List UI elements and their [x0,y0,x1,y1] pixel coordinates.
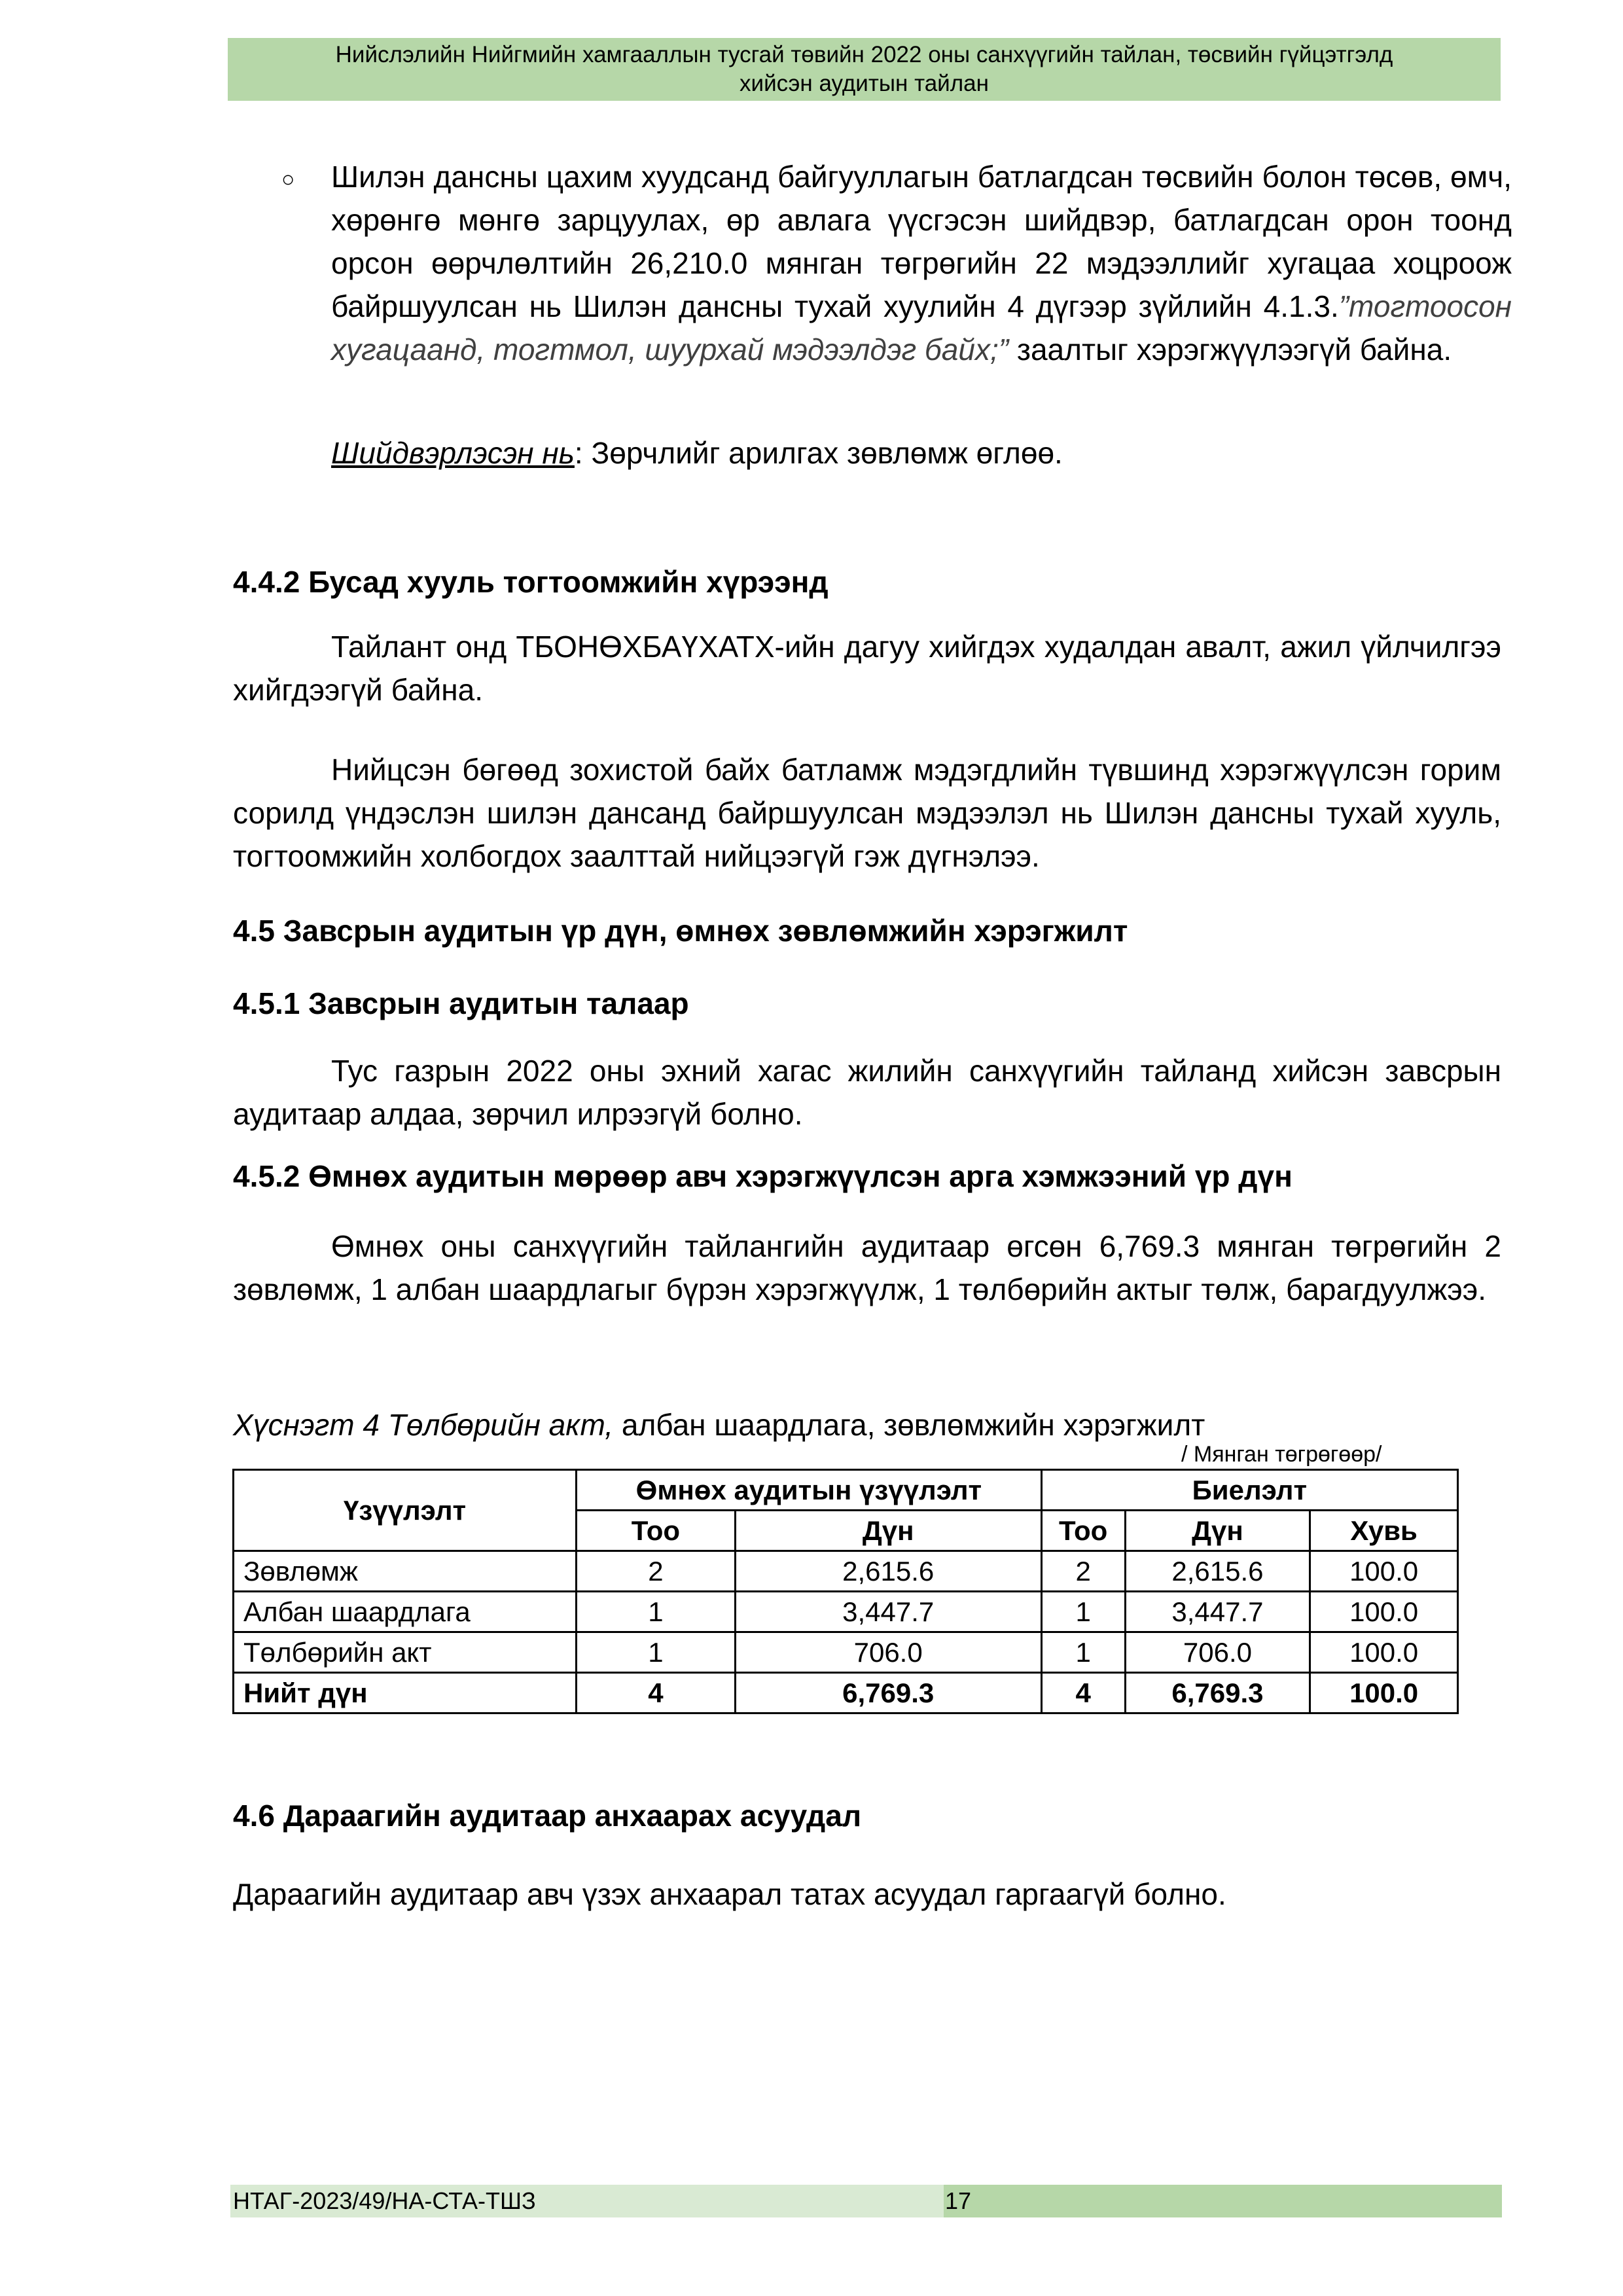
col-group-previous-audit: Өмнөх аудитын үзүүлэлт [577,1470,1042,1511]
total-prev-amount: 6,769.3 [735,1673,1041,1713]
decision-label: Шийдвэрлэсэн нь [331,436,575,470]
heading-4-5: 4.5 Завсрын аудитын үр дүн, өмнөх зөвлөмжийн хэрэгжилт [233,914,1128,948]
row-label: Албан шаардлага [234,1592,577,1632]
percent: 100.0 [1310,1551,1458,1592]
done-amount: 2,615.6 [1125,1551,1310,1592]
header-title-line1: Нийслэлийн Нийгмийн хамгааллын тусгай төвийн 2022 оны санхүүгийн тайлан, төсвийн гүйцэтгэлд [335,42,1393,67]
total-prev-count: 4 [577,1673,736,1713]
page-header [228,38,1501,101]
table-unit-note: / Мянган төгрөгөөр/ [1181,1442,1382,1467]
bullet-paragraph [331,155,1512,371]
decision-text: : Зөрчлийг арилгах зөвлөмж өглөө. [574,436,1063,470]
prev-amount: 3,447.7 [735,1592,1041,1632]
heading-4-5-1: 4.5.1 Завсрын аудитын талаар [233,986,689,1020]
prev-amount: 706.0 [735,1632,1041,1673]
percent: 100.0 [1310,1592,1458,1632]
paragraph-conclusion: Нийцсэн бөгөөд зохистой байх батламж мэдэгдлийн түвшинд хэрэгжүүлсэн горим сорилд үндэслэн шилэн дансанд байршуулсан мэдээлэл нь Шилэн дансны тухай хууль, тогтоомжийн холбогдох заалттай нийцээгүй гэж дүгнэлээ. [233,753,1501,873]
paragraph-next-audit: Дараагийн аудитаар авч үзэх анхаарал татах асуудал гаргаагүй болно. [233,1877,1226,1911]
paragraph-interim-audit: Тус газрын 2022 оны эхний хагас жилийн санхүүгийн тайланд хийсэн завсрын аудитаар алдаа, зөрчил илрээгүй болно. [233,1054,1501,1131]
paragraph-procurement: Тайлант онд ТБОНӨХБАҮХАТХ-ийн дагуу хийгдэх худалдан авалт, ажил үйлчилгээ хийгдээгүй байна. [233,630,1501,707]
recommendation-implementation-table [232,1469,1459,1714]
paragraph-previous-results: Өмнөх оны санхүүгийн тайлангийн аудитаар өгсөн 6,769.3 мянган төгрөгийн 2 зөвлөмж, 1 албан шаардлагыг бүрэн хэрэгжүүлж, 1 төлбөрийн актыг төлж, барагдуулжээ. [233,1229,1501,1306]
done-count: 2 [1041,1551,1125,1592]
row-label: Зөвлөмж [234,1551,577,1592]
law-quote: ”тогтоосон хугацаанд, тогтмол, шуурхай мэдээлдэг байх;” [331,289,1512,367]
total-label: Нийт дүн [234,1673,577,1713]
row-label: Төлбөрийн акт [234,1632,577,1673]
done-amount: 706.0 [1125,1632,1310,1673]
col-header-done-amount: Дүн [1125,1511,1310,1551]
table-row [234,1592,1458,1632]
footer-document-code: НТАГ-2023/49/НА-СТА-ТШЗ [230,2185,944,2217]
col-header-indicator: Үзүүлэлт [234,1470,577,1551]
col-header-prev-amount: Дүн [735,1511,1041,1551]
header-title-line2: хийсэн аудитын тайлан [740,71,989,96]
col-header-done-count: Тоо [1041,1511,1125,1551]
table-header-row-1 [234,1470,1458,1511]
col-header-prev-count: Тоо [577,1511,736,1551]
percent: 100.0 [1310,1632,1458,1673]
table-row [234,1551,1458,1592]
prev-count: 2 [577,1551,736,1592]
bullet-text-main: Шилэн дансны цахим хуудсанд байгууллагын батлагдсан төсвийн болон төсөв, өмч, хөрөнгө мөнгө зарцуулах, өр авлага үүсгэсэн шийдвэр, батлагдсан орон тоонд орсон өөрчлөлтийн 26,210.0 мянган төгрөгийн 22 мэдээллийг хугацаа хоцроож байршуулсан нь Шилэн дансны тухай хуулийн 4 дүгээр зүйлийн 4.1.3. [331,160,1512,323]
bullet-item [281,155,1512,371]
bullet-text-end: заалтыг хэрэгжүүлээгүй байна. [1008,332,1452,367]
heading-4-6: 4.6 Дараагийн аудитаар анхаарах асуудал [233,1799,862,1833]
done-count: 1 [1041,1592,1125,1632]
col-group-implementation: Биелэлт [1041,1470,1457,1511]
table-caption-rest: албан шаардлага, зөвлөмжийн хэрэгжилт [613,1408,1205,1442]
hollow-circle-bullet-icon: ○ [281,167,295,192]
decision-line [331,431,1063,475]
heading-4-4-2: 4.4.2 Бусад хууль тогтоомжийн хүрээнд [233,565,829,599]
total-percent: 100.0 [1310,1673,1458,1713]
prev-count: 1 [577,1592,736,1632]
footer-page-number: 17 [944,2185,1502,2217]
table-caption [233,1405,1205,1444]
total-done-amount: 6,769.3 [1125,1673,1310,1713]
col-header-percent: Хувь [1310,1511,1458,1551]
done-count: 1 [1041,1632,1125,1673]
prev-count: 1 [577,1632,736,1673]
table-row [234,1632,1458,1673]
done-amount: 3,447.7 [1125,1592,1310,1632]
heading-4-5-2: 4.5.2 Өмнөх аудитын мөрөөр авч хэрэгжүүлсэн арга хэмжээний үр дүн [233,1159,1293,1193]
total-done-count: 4 [1041,1673,1125,1713]
table-total-row [234,1673,1458,1713]
table-caption-italic: Хүснэгт 4 Төлбөрийн акт, [233,1408,614,1442]
prev-amount: 2,615.6 [735,1551,1041,1592]
